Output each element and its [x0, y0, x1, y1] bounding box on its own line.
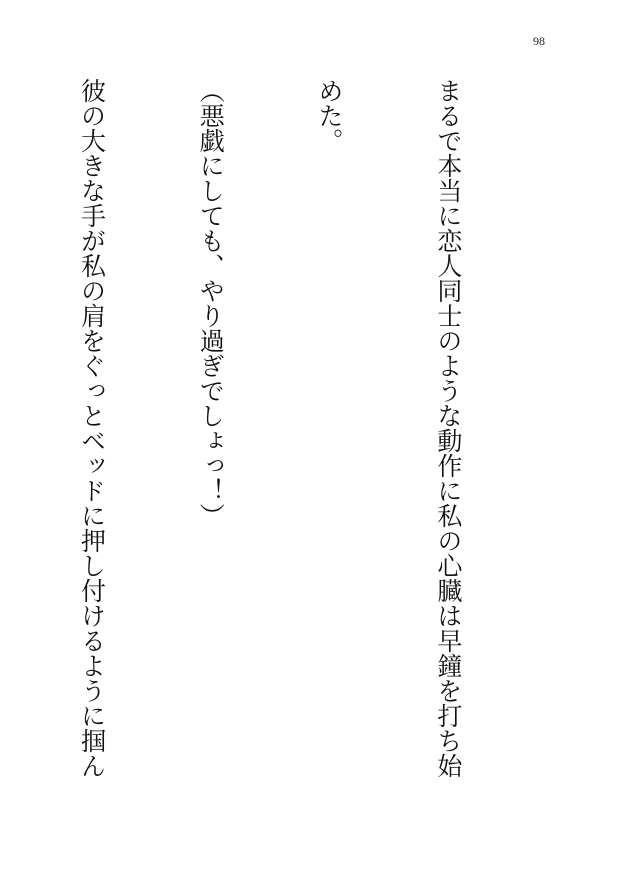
- text-line: 彼の大きな手が私の肩をぐっとベッドに押し付けるように掴ん: [77, 78, 107, 778]
- page-number: 98: [533, 34, 545, 48]
- text-line: まるで本当に恋人同士のような動作に私の心臓は早鐘を打ち始: [433, 78, 463, 778]
- text-line: （悪戯にしても、やり過ぎでしょっ！）: [196, 78, 226, 528]
- text-line: めた。: [315, 78, 345, 153]
- vertical-text-body: [0, 78, 547, 848]
